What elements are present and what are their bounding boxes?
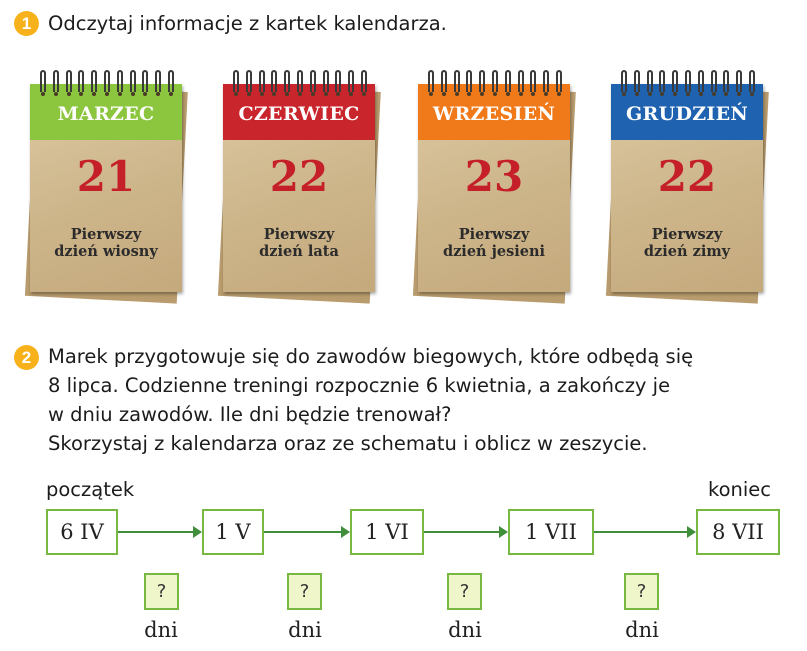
caption-line-1: Pierwszy	[458, 226, 530, 243]
calendar-month-header: WRZESIEŃ	[418, 84, 570, 140]
unit-label-days: dni	[448, 618, 482, 642]
spiral-binding	[428, 70, 562, 94]
spiral-binding	[233, 70, 367, 94]
schema-start-label: początek	[46, 478, 135, 501]
schema-end-label: koniec	[708, 478, 772, 501]
calendar-day-number: 21	[76, 152, 136, 201]
task-number-badge-2: 2	[14, 345, 39, 370]
calendar-month-header: GRUDZIEŃ	[611, 84, 763, 140]
spiral-binding	[40, 70, 174, 94]
calendar-caption	[223, 226, 375, 260]
unit-label-days: dni	[144, 618, 178, 642]
task-1-instruction: Odczytaj informacje z kartek kalendarza.	[48, 12, 447, 35]
calendar-day-number: 22	[269, 152, 329, 201]
unit-label-days: dni	[625, 618, 659, 642]
schema-arrow	[594, 531, 694, 533]
calendar-caption	[611, 226, 763, 260]
schema-date-box-start: 6 IV	[46, 509, 118, 555]
task-2-line-2: 8 lipca. Codzienne treningi rozpocznie 6 kwietnia, a zakończy je	[48, 374, 671, 397]
task-2-line-1: Marek przygotowuje się do zawodów biegowych, które odbędą się	[48, 345, 694, 368]
answer-box-unknown: ?	[447, 573, 482, 610]
calendar-month-header: MARZEC	[30, 84, 182, 140]
caption-line-1: Pierwszy	[651, 226, 723, 243]
calendar-caption	[418, 226, 570, 260]
task-2-line-3: w dniu zawodów. Ile dni będzie trenował?	[48, 403, 452, 426]
schema-arrow	[424, 531, 506, 533]
caption-line-1: Pierwszy	[70, 226, 142, 243]
calendar-day-number: 22	[657, 152, 717, 201]
caption-line-2: dzień lata	[259, 243, 339, 260]
caption-line-2: dzień jesieni	[442, 243, 546, 260]
calendar-month-header: CZERWIEC	[223, 84, 375, 140]
schema-arrow	[118, 531, 200, 533]
spiral-binding	[621, 70, 755, 94]
caption-line-2: dzień zimy	[643, 243, 731, 260]
answer-box-unknown: ?	[287, 573, 322, 610]
task-2-line-4: Skorzystaj z kalendarza oraz ze schematu i oblicz w zeszycie.	[48, 432, 648, 455]
schema-date-box-end: 8 VII	[696, 509, 780, 555]
unit-label-days: dni	[288, 618, 322, 642]
caption-line-1: Pierwszy	[263, 226, 335, 243]
schema-date-box: 1 VI	[350, 509, 424, 555]
calendar-page	[611, 84, 763, 292]
schema-date-box: 1 V	[202, 509, 264, 555]
calendar-card-december	[611, 70, 769, 296]
calendar-page	[418, 84, 570, 292]
calendar-page	[223, 84, 375, 292]
calendar-caption	[30, 226, 182, 260]
calendar-card-march	[30, 70, 188, 296]
calendar-card-september	[418, 70, 576, 296]
answer-box-unknown: ?	[624, 573, 659, 610]
schema-arrow	[264, 531, 348, 533]
calendar-page	[30, 84, 182, 292]
calendar-day-number: 23	[464, 152, 524, 201]
task-number-badge-1: 1	[14, 11, 39, 36]
answer-box-unknown: ?	[144, 573, 179, 610]
caption-line-2: dzień wiosny	[54, 243, 158, 260]
calendar-card-june	[223, 70, 381, 296]
schema-date-box: 1 VII	[508, 509, 594, 555]
